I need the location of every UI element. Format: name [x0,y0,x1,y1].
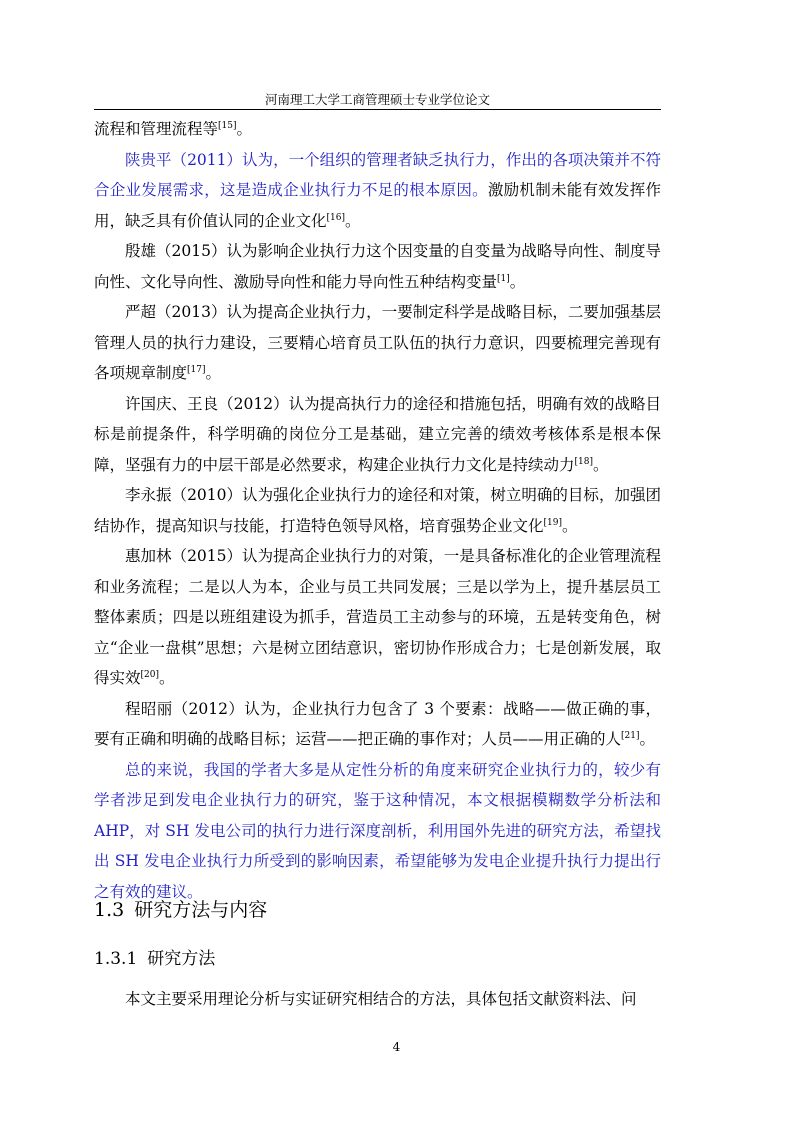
citation: [1] [497,273,510,284]
paragraph: 惠加林（2015）认为提高企业执行力的对策，一是具备标准化的企业管理流程和业务流程；二是以人为本，企业与员工共同发展；三是以学为上，提升基层员工整体素质；四是以班组建设为抓手，营造员工主动参与的环境，五是转变角色，树立“企业一盘棋”思想；六是树立团结意识，密切协作形成合力；七是创新发展，取得实效[20]。 [94,547,661,687]
paragraph: 陕贵平（2011）认为，一个组织的管理者缺乏执行力，作出的各项决策并不符合企业发展需求，这是造成企业执行力不足的根本原因。激励机制未能有效发挥作用，缺乏具有价值认同的企业文化[16]。 [94,150,661,230]
subsection-number: 1.3.1 [94,949,138,969]
paragraph: 李永振（2010）认为强化企业执行力的途径和对策，树立明确的目标，加强团结协作，提高知识与技能，打造特色领导风格，培育强势企业文化[19]。 [94,486,661,535]
header-rule [94,109,661,110]
section-heading [94,896,267,924]
section-number: 1.3 [94,899,125,921]
running-header: 河南理工大学工商管理硕士专业学位论文 [264,92,490,107]
citation: [19] [543,517,562,528]
subsection-title: 研究方法 [147,949,216,969]
paragraph: 殷雄（2015）认为影响企业执行力这个因变量的自变量为战略导向性、制度导向性、文化导向性、激励导向性和能力导向性五种结构变量[1]。 [94,242,661,291]
page-number: 4 [392,1040,401,1054]
citation: [16] [326,212,345,223]
section-title: 研究方法与内容 [134,899,268,921]
paragraph: 本文主要采用理论分析与实证研究相结合的方法，具体包括文献资料法、问 [125,990,637,1008]
paragraph: 严超（2013）认为提高企业执行力，一要制定科学是战略目标，二要加强基层管理人员的执行力建设，三要精心培育员工队伍的执行力意识，四要梳理完善现有各项规章制度[17]。 [94,303,661,382]
subsection-heading [94,946,215,972]
paragraph: 许国庆、王良（2012）认为提高执行力的途径和措施包括，明确有效的战略目标是前提条件，科学明确的岗位分工是基础，建立完善的绩效考核体系是根本保障，坚强有力的中层干部是必然要求，构建企业执行力文化是持续动力[18]。 [94,394,661,474]
citation: [17] [187,365,206,375]
body-text-continued [94,984,661,1015]
paragraph: 程昭丽（2012）认为，企业执行力包含了 3 个要素：战略——做正确的事，要有正确和明确的战略目标；运营——把正确的事作对；人员——用正确的人[21]。 [94,699,661,748]
citation: [18] [574,456,593,467]
highlighted-text: 陕贵平（2011）认为，一个组织的管理者缺乏执行力，作出的各项决策并不符合企业发展需求，这是造成企业执行力不足的根本原因。 [94,150,661,199]
citation: [21] [621,731,640,741]
citation: [15] [218,121,237,131]
paragraph [94,755,661,908]
body-text [94,114,661,907]
highlighted-text: 总的来说，我国的学者大多是从定性分析的角度来研究企业执行力的，较少有学者涉足到发电企业执行力的研究，鉴于这种情况，本文根据模糊数学分析法和 AHP，对 SH 发电公司的执行力进行深度剖析，利用国外先进的研究方法，希望找出 SH 发电企业执行力所受到的影响因素，希望能够为发电企业提升执行力提出行之有效的建议。 [94,760,661,901]
paragraph: 流程和管理流程等[15]。 [94,120,253,138]
citation: [20] [140,670,159,680]
